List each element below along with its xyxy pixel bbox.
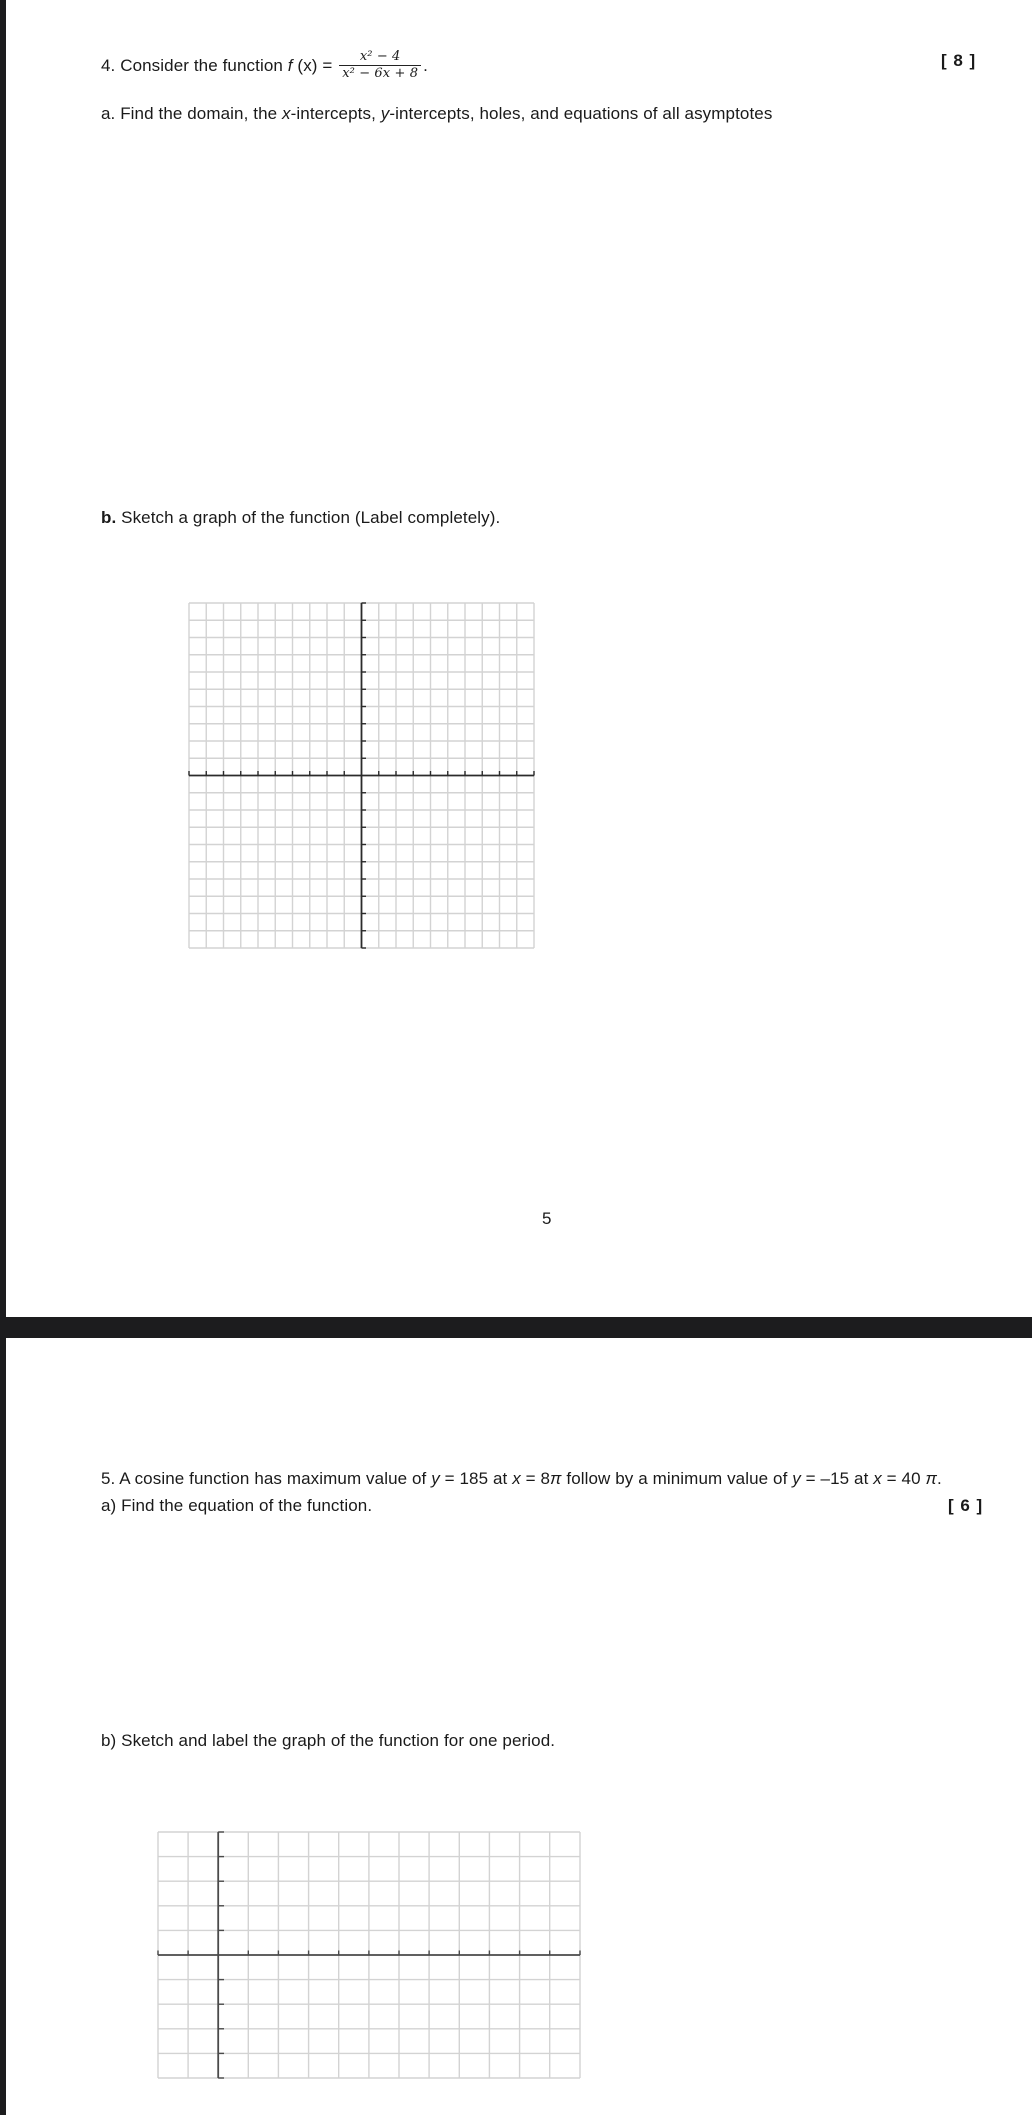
question-4-text: 4. Consider the function — [101, 55, 288, 75]
coordinate-grid-q5 — [157, 1831, 581, 2079]
pi-symbol: π — [550, 1469, 562, 1488]
x-variable: x — [282, 104, 291, 123]
question-4b-prompt — [101, 508, 500, 528]
x-variable: x — [873, 1469, 882, 1488]
coordinate-grid-q4 — [188, 602, 535, 949]
question-4-prompt — [101, 51, 428, 82]
q5-text: = 8 — [520, 1469, 551, 1488]
q5-text: . — [936, 1469, 942, 1488]
fraction-numerator: x² − 4 — [339, 50, 421, 66]
y-variable: y — [431, 1469, 440, 1488]
document-page-6 — [6, 1338, 1032, 2115]
q5-text: = –15 at — [800, 1469, 874, 1488]
q5-text: 5. A cosine function has maximum value of — [101, 1469, 432, 1488]
q5-text: = 40 — [881, 1469, 926, 1488]
document-page-5 — [6, 0, 1032, 1317]
part-a-text: a. Find the domain, the — [101, 104, 283, 123]
x-variable: x — [512, 1469, 521, 1488]
q5-text: follow by a minimum value of — [561, 1469, 793, 1488]
part-a-text: -intercepts, holes, and equations of all asymptotes — [389, 104, 773, 123]
question-4-marks: [ 8 ] — [941, 51, 977, 70]
question-5b-prompt: b) Sketch and label the graph of the function for one period. — [101, 1731, 556, 1750]
function-name: f — [287, 55, 293, 75]
question-4a-prompt — [101, 104, 772, 124]
part-a-text: -intercepts, — [290, 104, 381, 123]
period: . — [423, 55, 428, 75]
question-5a-prompt: a) Find the equation of the function. — [101, 1496, 373, 1515]
fraction-denominator: x² − 6x + 8 — [342, 66, 419, 81]
page-number: 5 — [542, 1209, 552, 1228]
function-argument: (x) = — [292, 55, 338, 75]
part-b-label: b. — [101, 508, 117, 527]
question-5-marks: [ 6 ] — [948, 1496, 984, 1515]
part-b-text: Sketch a graph of the function (Label completely). — [116, 508, 501, 527]
pi-symbol: π — [925, 1469, 937, 1488]
question-5-prompt — [101, 1469, 942, 1489]
rational-function-fraction — [339, 50, 421, 81]
y-variable: y — [380, 104, 390, 123]
q5-text: = 185 at — [439, 1469, 513, 1488]
y-variable: y — [792, 1469, 801, 1488]
